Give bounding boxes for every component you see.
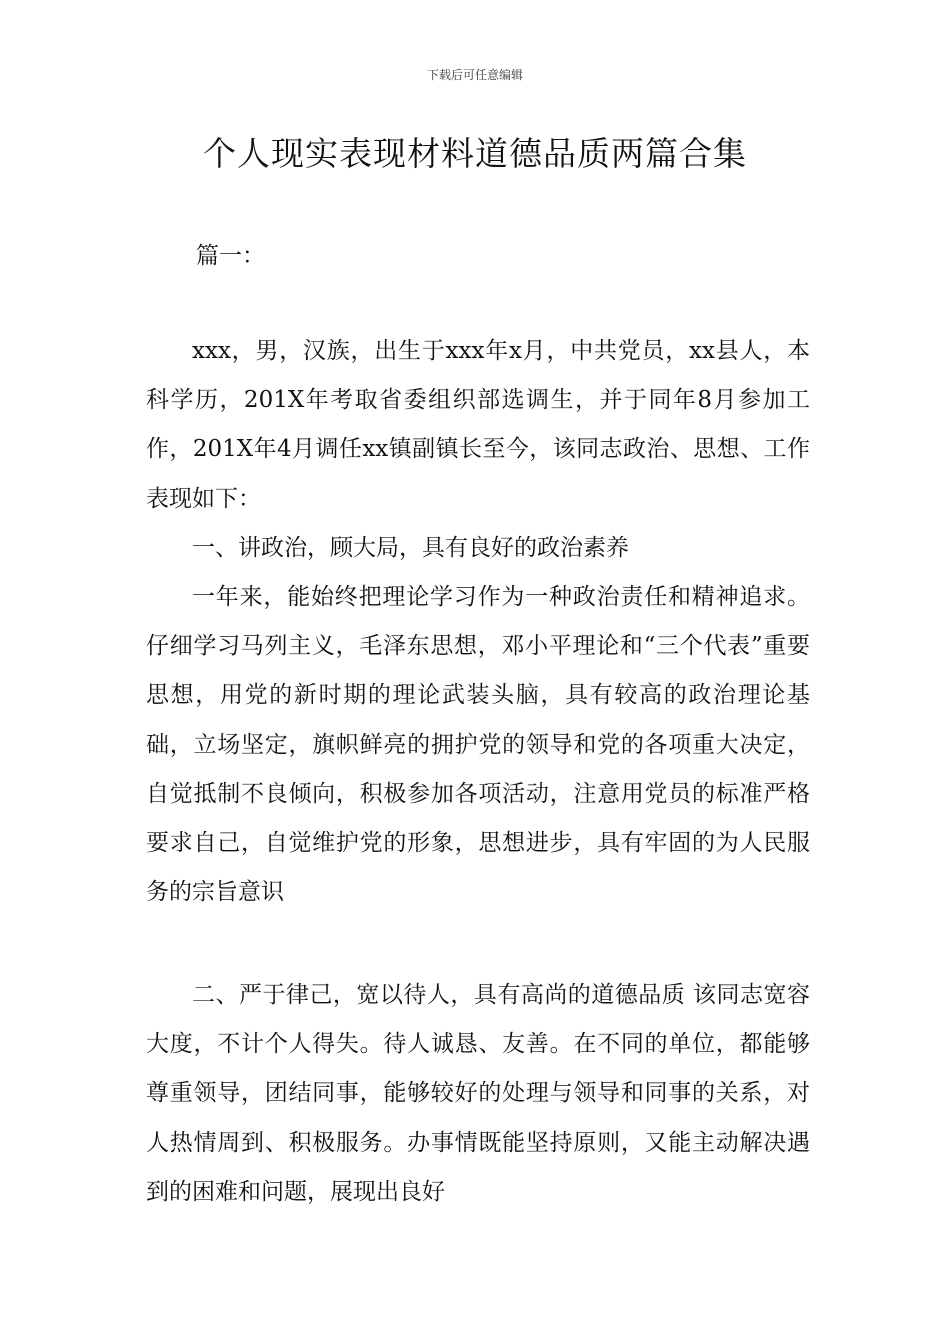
body-block-2 bbox=[146, 971, 810, 1217]
section-label: 篇一： bbox=[196, 243, 265, 269]
paragraph-intro: xxx，男，汉族，出生于xxx年x月，中共党员，xx县人，本科学历，201X年考取省委组织部选调生，并于同年8月参加工作，201X年4月调任xx镇副镇长至今，该同志政治、思想、工作表现如下： bbox=[146, 338, 810, 512]
document-title: 个人现实表现材料道德品质两篇合集 bbox=[203, 134, 747, 173]
paragraph-heading-1: 一、讲政治，顾大局，具有良好的政治素养 bbox=[192, 534, 629, 561]
header-note: 下载后可任意编辑 bbox=[426, 68, 523, 82]
body-block-1 bbox=[146, 327, 810, 917]
paragraph-politics: 一年来，能始终把理论学习作为一种政治责任和精神追求。仔细学习马列主义，毛泽东思想，邓小平理论和“三个代表”重要思想，用党的新时期的理论武装头脑，具有较高的政治理论基础，立场坚定，旗帜鲜亮的拥护党的领导和党的各项重大决定，自觉抵制不良倾向，积极参加各项活动，注意用党员的标准严格要求自己，自觉维护党的形象，思想进步，具有牢固的为人民服务的宗旨意识 bbox=[146, 584, 810, 906]
paragraph-morality: 二、严于律己，宽以待人，具有高尚的道德品质 该同志宽容大度，不计个人得失。待人诚恳、友善。在不同的单位，都能够尊重领导，团结同事，能够较好的处理与领导和同事的关系，对人热情周到、积极服务。办事情既能坚持原则，又能主动解决遇到的困难和问题，展现出良好 bbox=[146, 982, 810, 1205]
